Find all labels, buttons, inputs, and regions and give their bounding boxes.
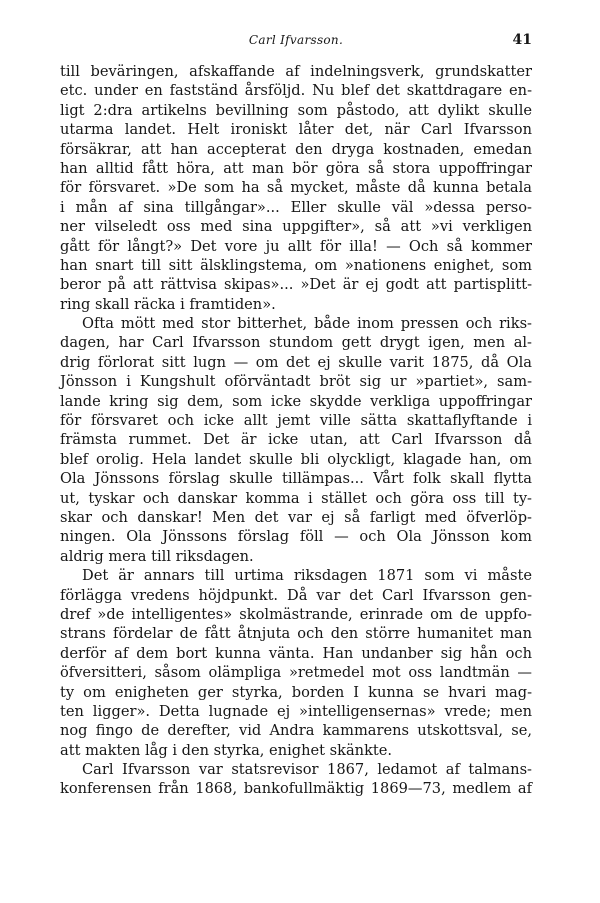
text-line: derför af dem bort kunna vänta. Han undanber sig hån och [60,644,532,662]
text-line: nog fingo de derefter, vid Andra kammarens utskottsval, se, [60,722,532,740]
text-line: Det är annars till urtima riksdagen 1871 som vi måste [82,567,532,585]
text-line: ningen. Ola Jönssons förslag föll — och Ola Jönsson kom [60,528,532,546]
text-line: för försvaret och icke allt jemt ville sätta skattaflyftande i [60,412,532,430]
text-line: aldrig mera till riksdagen. [60,547,254,565]
text-line: lande kring sig dem, som icke skydde verkliga uppoffringar [60,392,532,410]
text-line: främsta rummet. Det är icke utan, att Carl Ifvarsson då [60,431,532,449]
text-line: förlägga vredens höjdpunkt. Då var det Carl Ifvarsson gen- [60,586,532,604]
text-line: han snart till sitt älsklingstema, om »nationens enighet, som [60,256,532,274]
text-line: Carl Ifvarsson var statsrevisor 1867, ledamot af talmans- [82,761,532,779]
text-line: ut, tyskar och danskar komma i stället och göra oss till ty- [60,489,532,507]
text-line: ten ligger». Detta lugnade ej »intelligensernas» vrede; men [60,702,532,720]
text-line: försäkrar, att han accepterat den dryga kostnaden, emedan [60,140,532,158]
text-line: han alltid fått höra, att man bör göra så stora uppoffringar [60,159,532,177]
text-line: att makten låg i den styrka, enighet skänkte. [60,741,393,759]
text-line: Ofta mött med stor bitterhet, både inom pressen och riks- [82,315,532,333]
text-line: i mån af sina tillgångar»... Eller skulle väl »dessa perso- [60,198,532,216]
text-line: beror på att rättvisa skipas»... »Det är ej godt att partisplitt- [60,276,532,294]
text-line: konferensen från 1868, bankofullmäktig 1869—73, medlem af [60,780,532,798]
text-line: Jönsson i Kungshult oförväntadt bröt sig ur »partiet», sam- [60,373,532,391]
text-line: dref »de intelligentes» skolmästrande, erinrade om de uppfo- [60,605,532,623]
text-line: ligt 2:dra artikelns bevillning som påstodo, att dylikt skulle [60,101,532,119]
text-line: strans fördelar de fått åtnjuta och den större humanitet man [60,625,532,643]
text-line: blef orolig. Hela landet skulle bli olyckligt, klagade han, om [60,450,532,468]
text-line: skar och danskar! Men det var ej så farligt med öfverlöp- [60,508,532,526]
text-line: Ola Jönssons förslag skulle tillämpas... Vårt folk skall flytta [60,470,532,488]
text-line: öfversitteri, såsom olämpliga »retmedel mot oss landtmän — [60,664,532,682]
page-header [60,33,532,53]
text-line: till beväringen, afskaffande af indelningsverk, grundskatter [60,63,532,80]
running-title: Carl Ifvarsson. [248,33,344,47]
body-text [60,62,532,799]
text-line: utarma landet. Helt ironiskt låter det, när Carl Ifvarsson [60,121,532,139]
text-line: etc. under en fastständ årsföljd. Nu blef det skattdragare en- [60,82,532,100]
text-line: gått för långt?» Det vore ju allt för illa! — Och så kommer [60,237,532,255]
text-line: ring skall räcka i framtiden». [60,295,276,313]
text-line: drig förlorat sitt lugn — om det ej skulle varit 1875, då Ola [60,353,532,371]
text-line: ty om enigheten ger styrka, borden I kunna se hvari mag- [60,683,532,701]
text-line: ner vilseledt oss med sina uppgifter», så att »vi verkligen [60,218,532,236]
page-number: 41 [512,32,532,48]
text-line: dagen, har Carl Ifvarsson stundom gett drygt igen, men al- [60,334,532,352]
text-line: för försvaret. »De som ha så mycket, måste då kunna betala [60,179,532,197]
